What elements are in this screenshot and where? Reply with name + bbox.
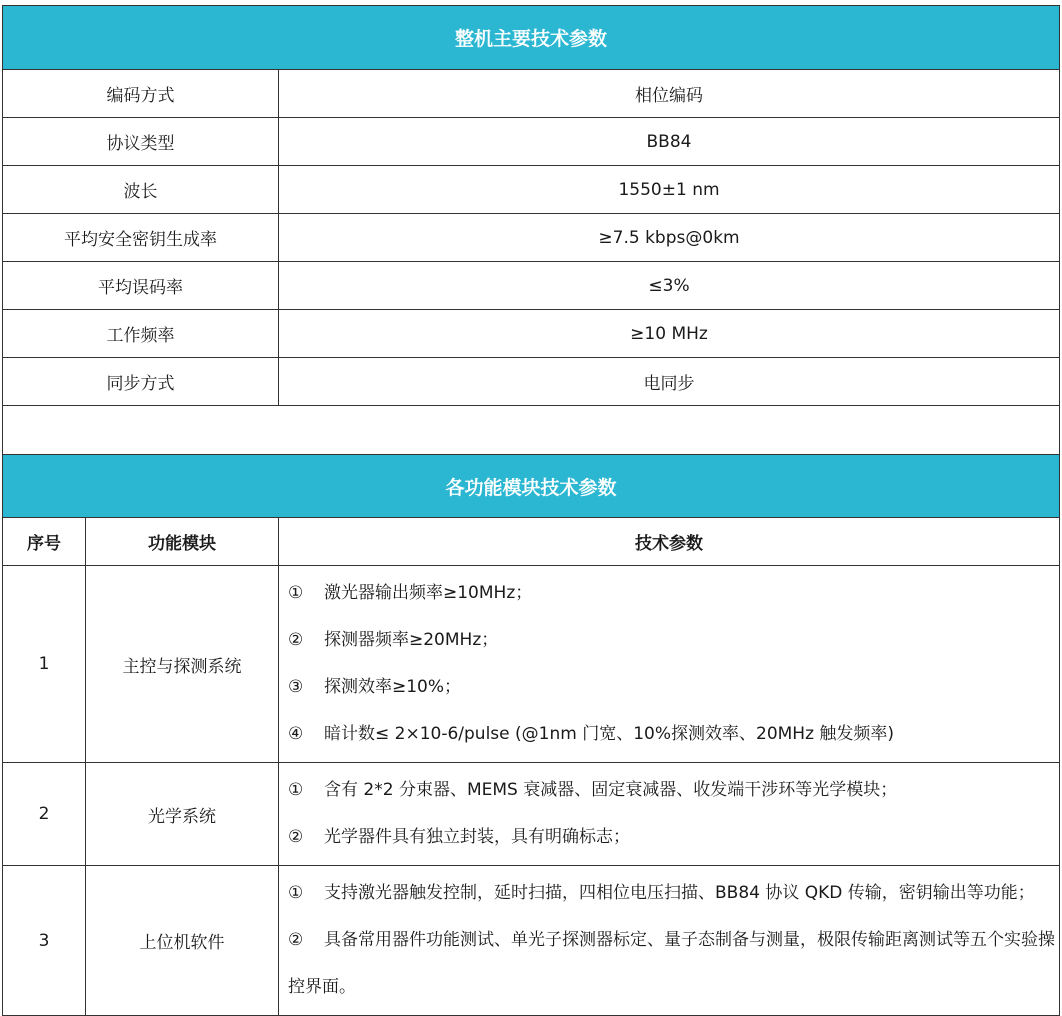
module-name: 主控与探测系统 <box>86 566 279 763</box>
item-text: 探测器频率≥20MHz； <box>324 630 499 650</box>
param-item <box>288 814 1059 861</box>
item-marker: ② <box>288 630 304 650</box>
spec-row <box>3 166 1060 214</box>
module-params <box>279 866 1060 1016</box>
param-item <box>288 767 1059 814</box>
item-marker: ② <box>288 930 304 950</box>
header-params: 技术参数 <box>279 518 1060 566</box>
item-marker: ① <box>288 883 304 903</box>
spec-label: 工作频率 <box>3 310 279 358</box>
module-number: 2 <box>3 763 86 866</box>
item-marker: ② <box>288 827 304 847</box>
item-text: 暗计数≤ 2×10-6/pulse (@1nm 门宽、10%探测效率、20MHz 触发频率) <box>324 724 895 744</box>
table1-header-row <box>3 6 1060 70</box>
item-marker: ③ <box>288 677 304 697</box>
module-params <box>279 763 1060 866</box>
table2-column-headers <box>3 518 1060 566</box>
module-row <box>3 566 1060 763</box>
module-row <box>3 866 1060 1016</box>
param-item <box>288 617 1059 664</box>
table1-title: 整机主要技术参数 <box>3 6 1060 70</box>
spec-table <box>2 5 1060 1016</box>
module-number: 3 <box>3 866 86 1016</box>
spec-value: ≥10 MHz <box>279 310 1060 358</box>
param-item <box>288 870 1059 917</box>
spec-label: 同步方式 <box>3 358 279 406</box>
spec-row <box>3 214 1060 262</box>
spec-value: 1550±1 nm <box>279 166 1060 214</box>
param-item <box>288 664 1059 711</box>
table2-title: 各功能模块技术参数 <box>3 455 1060 518</box>
spec-value: 相位编码 <box>279 70 1060 118</box>
item-text: 激光器输出频率≥10MHz； <box>324 583 533 603</box>
spec-value: ≥7.5 kbps@0km <box>279 214 1060 262</box>
spec-label: 平均误码率 <box>3 262 279 310</box>
item-text: 具备常用器件功能测试、单光子探测器标定、量子态制备与测量，极限传输距离测试等五个实验操控界面。 <box>288 930 1055 997</box>
module-name: 上位机软件 <box>86 866 279 1016</box>
param-item <box>288 917 1059 1011</box>
module-number: 1 <box>3 566 86 763</box>
spec-label: 平均安全密钥生成率 <box>3 214 279 262</box>
table2-header-row <box>3 455 1060 518</box>
spec-document <box>2 5 1059 1016</box>
item-text: 光学器件具有独立封装，具有明确标志； <box>324 827 630 847</box>
spec-label: 波长 <box>3 166 279 214</box>
spec-row <box>3 262 1060 310</box>
spec-value: BB84 <box>279 118 1060 166</box>
spec-row <box>3 358 1060 406</box>
item-marker: ④ <box>288 724 304 744</box>
param-item <box>288 711 1059 758</box>
spec-value: 电同步 <box>279 358 1060 406</box>
module-params <box>279 566 1060 763</box>
spacer-row <box>3 406 1060 455</box>
spec-row <box>3 70 1060 118</box>
header-num: 序号 <box>3 518 86 566</box>
spec-row <box>3 118 1060 166</box>
item-text: 含有 2*2 分束器、MEMS 衰减器、固定衰减器、收发端干涉环等光学模块； <box>324 780 898 800</box>
spec-label: 编码方式 <box>3 70 279 118</box>
param-item <box>288 570 1059 617</box>
spec-row <box>3 310 1060 358</box>
item-marker: ① <box>288 780 304 800</box>
header-module: 功能模块 <box>86 518 279 566</box>
module-name: 光学系统 <box>86 763 279 866</box>
module-row <box>3 763 1060 866</box>
item-marker: ① <box>288 583 304 603</box>
item-text: 探测效率≥10%； <box>324 677 462 697</box>
spec-value: ≤3% <box>279 262 1060 310</box>
item-text: 支持激光器触发控制，延时扫描，四相位电压扫描、BB84 协议 QKD 传输，密钥输出等功能； <box>324 883 1035 903</box>
spec-label: 协议类型 <box>3 118 279 166</box>
